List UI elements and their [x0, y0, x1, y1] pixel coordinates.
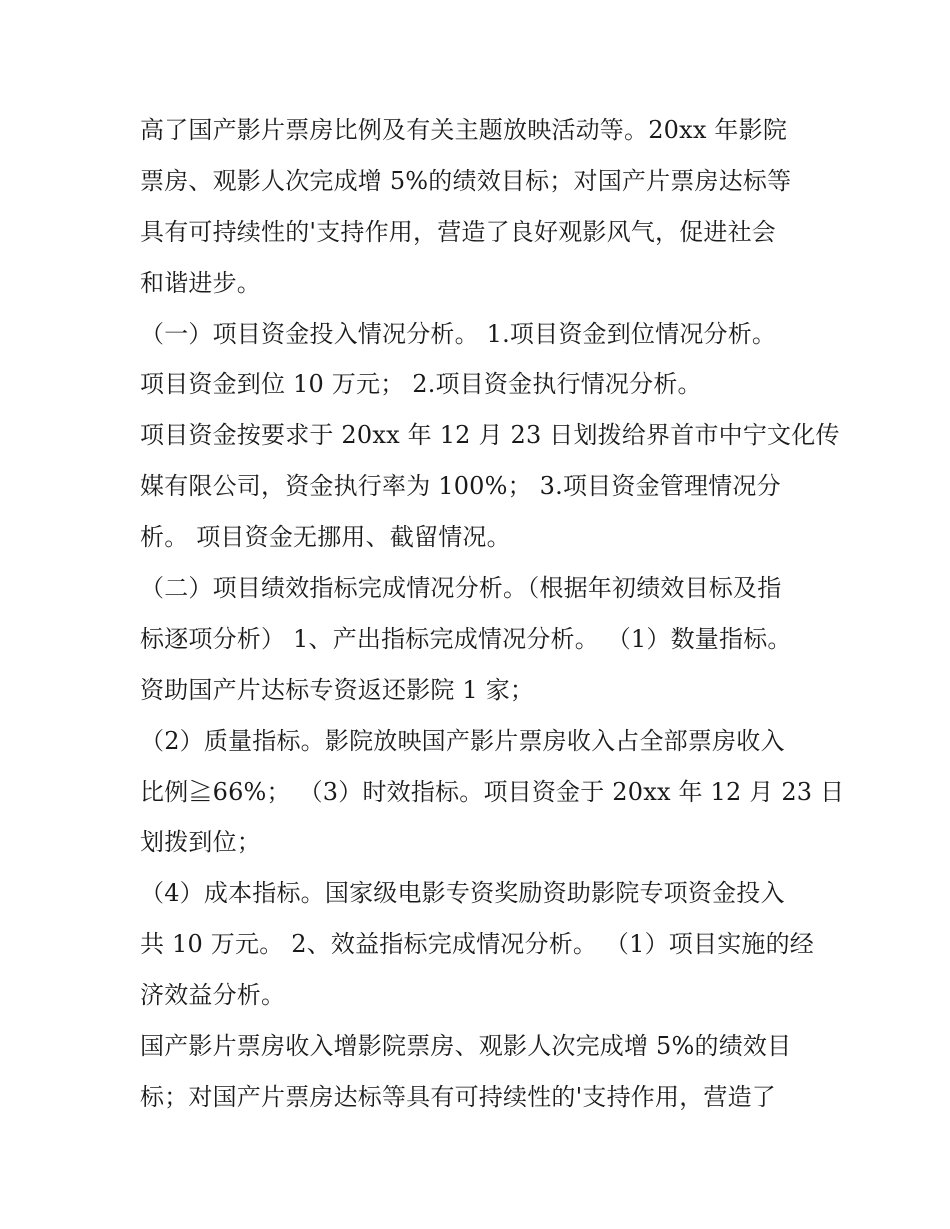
text-line: 和谐进步。	[140, 268, 261, 297]
text-line: 标；对国产片票房达标等具有可持续性的'支持作用，营造了	[140, 1082, 776, 1111]
document-body	[140, 105, 845, 1123]
text-line: 济效益分析。	[140, 981, 286, 1010]
text-line: 资助国产片达标专资返还影院 1 家；	[140, 675, 535, 704]
text-line: （2）质量指标。影院放映国产影片票房收入占全部票房收入	[140, 726, 785, 755]
text-line: 项目资金到位 10 万元； 2.项目资金执行情况分析。	[140, 370, 702, 399]
text-line: 具有可持续性的'支持作用，营造了良好观影风气，促进社会	[140, 217, 776, 246]
text-line: 项目资金按要求于 20xx 年 12 月 23 日划拨给界首市中宁文化传	[140, 421, 840, 450]
text-line: 高了国产影片票房比例及有关主题放映活动等。20xx 年影院	[140, 116, 788, 144]
text-line: 标逐项分析） 1、产出指标完成情况分析。 （1）数量指标。	[140, 624, 792, 653]
text-line: 析。 项目资金无挪用、截留情况。	[140, 523, 511, 552]
text-line: （4）成本指标。国家级电影专资奖励资助影院专项资金投入	[140, 879, 785, 908]
text-line: （一）项目资金投入情况分析。 1.项目资金到位情况分析。	[140, 319, 777, 348]
text-line: 划拨到位；	[140, 828, 261, 857]
text-line: 共 10 万元。 2、效益指标完成情况分析。 （1）项目实施的经	[140, 930, 814, 959]
text-line: 媒有限公司，资金执行率为 100%； 3.项目资金管理情况分	[140, 472, 781, 501]
text-line: （二）项目绩效指标完成情况分析。（根据年初绩效目标及指	[140, 574, 782, 603]
text-line: 票房、观影人次完成增 5%的绩效目标；对国产片票房达标等	[140, 166, 792, 195]
text-line: 比例≧66%； （3）时效指标。项目资金于 20xx 年 12 月 23 日	[140, 777, 845, 806]
text-line: 国产影片票房收入增影院票房、观影人次完成增 5%的绩效目	[140, 1032, 792, 1061]
